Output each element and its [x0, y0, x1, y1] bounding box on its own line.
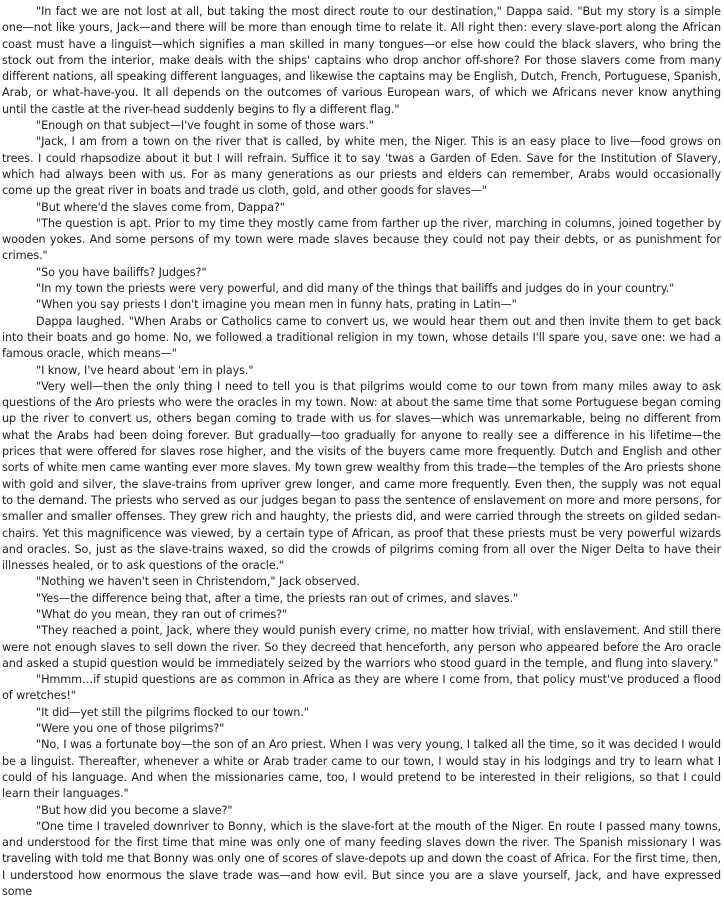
paragraph: "Jack, I am from a town on the river that is called, by white men, the Niger. This is an easy place to live—food grows on trees. I could rhapsodize about it but I will refrain. Suffice it to say 'twas a Garden of Eden. Save for the Institution of Slavery, which had always been with us. For as many generations as our priests and elders can remember, Arabs would occasionally come up the great river in boats and trade us cloth, gold, and other goods for slaves—": [2, 135, 721, 198]
paragraph: "I know, I've heard about 'em in plays.": [36, 363, 254, 377]
paragraph: "No, I was a fortunate boy—the son of an Aro priest. When I was very young, I talked all the time, so it was decided I would be a linguist. Thereafter, whenever a white or Arab trader came to our town, I would stay in his lodgings and try to learn what I could of his language. And when the missionaries came, too, I would pretend to be interested in their religions, so that I could learn their languages.": [2, 738, 721, 801]
paragraph: "Nothing we haven't seen in Christendom," Jack observed.: [36, 575, 360, 589]
paragraph: "One time I traveled downriver to Bonny, which is the slave-fort at the mouth of the Niger. En route I passed many towns, and understood for the first time that mine was only one of many feeding slaves down the river. The Spanish missionary I was traveling with told me that Bonny was only one of scores of slave-depots up and down the coast of Africa. For the first time, then, I understood how enormous the slave trade was—and how evil. But since you are a slave yourself, Jack, and have expressed some: [2, 819, 721, 899]
paragraph: "Were you one of those pilgrims?": [36, 722, 225, 736]
paragraph: "In my town the priests were very powerful, and did many of the things that bailiffs and judges do in your country.": [36, 282, 675, 296]
paragraph: "The question is apt. Prior to my time they mostly came from farther up the river, marching in columns, joined together by wooden yokes. And some persons of my town were made slaves because they could not pay their debts, or as punishment for crimes.": [2, 216, 721, 263]
paragraph: "But how did you become a slave?": [36, 803, 233, 817]
paragraph: "When you say priests I don't imagine you mean men in funny hats, prating in Latin—": [36, 298, 517, 312]
paragraph: "Hmmm…if stupid questions are as common in Africa as they are where I come from, that policy must've produced a flood of wretches!": [2, 673, 721, 703]
paragraph: "Yes—the difference being that, after a time, the priests ran out of crimes, and slaves.": [36, 591, 519, 605]
paragraph: Dappa laughed. "When Arabs or Catholics came to convert us, we would hear them out and then invite them to get back into their boats and go home. No, we followed a traditional religion in my town, whose details I'll spare you, save one: we had a famous oracle, which means—": [2, 314, 721, 361]
paragraph: "Very well—then the only thing I need to tell you is that pilgrims would come to our town from many miles away to ask questions of the Aro priests who were the oracles in my town. Now: at about the same time that some Portuguese began coming up the river to convert us, others began coming to trade with us for slaves—which was unremarkable, being no different from what the Arabs had been doing forever. But gradually—too gradually for anyone to really see a difference in his lifetime—the prices that were offered for slaves rose higher, and the visits of the buyers came more frequently. Dutch and English and other sorts of white men came wanting ever more slaves. My town grew wealthy from this trade—the temples of the Aro priests shone with gold and silver, the slave-trains from upriver grew longer, and came more frequently. Even then, the supply was not equal to the demand. The priests who served as our judges began to pass the sentence of enslavement on more and more persons, for smaller and smaller offenses. They grew rich and haughty, the priests did, and were carried through the streets on gilded sedan-chairs. Yet this magnificence was viewed, by a certain type of African, as proof that these priests must be very powerful wizards and oracles. So, just as the slave-trains waxed, so did the crowds of pilgrims coming from all over the Niger Delta to have their illnesses healed, or to ask questions of the oracle.": [2, 379, 721, 573]
paragraph: "What do you mean, they ran out of crimes?": [36, 607, 288, 621]
paragraph: "So you have bailiffs? Judges?": [36, 265, 207, 279]
paragraph: "But where'd the slaves come from, Dappa?": [36, 200, 285, 214]
paragraph: "They reached a point, Jack, where they would punish every crime, no matter how trivial, with enslavement. And still there were not enough slaves to sell down the river. So they decreed that henceforth, any person who appeared before the Aro oracle and asked a stupid question would be immediately seized by the warriors who stood guard in the temple, and flung into slavery.": [2, 624, 721, 670]
paragraph: "It did—yet still the pilgrims flocked to our town.": [36, 705, 309, 719]
paragraph: "Enough on that subject—I've fought in some of those wars.": [36, 119, 374, 133]
paragraph: "In fact we are not lost at all, but taking the most direct route to our destination," Dappa said. "But my story is a simple one—not like yours, Jack—and there will be more than enough time to relate it. All right then: every slave-port along the African coast must have a linguist—which signifies a man skilled in many tongues—or else how could the black slavers, who bring the stock out from the interior, make deals with the ships' captains who drop anchor off-shore? For those slavers come from many different nations, all speaking different languages, and likewise the captains may be English, Dutch, French, Portuguese, Spanish, Arab, or what-have-you. It all depends on the outcomes of various European wars, of which we Africans never know anything until the castle at the river-head suddenly begins to fly a different flag.": [2, 5, 721, 116]
